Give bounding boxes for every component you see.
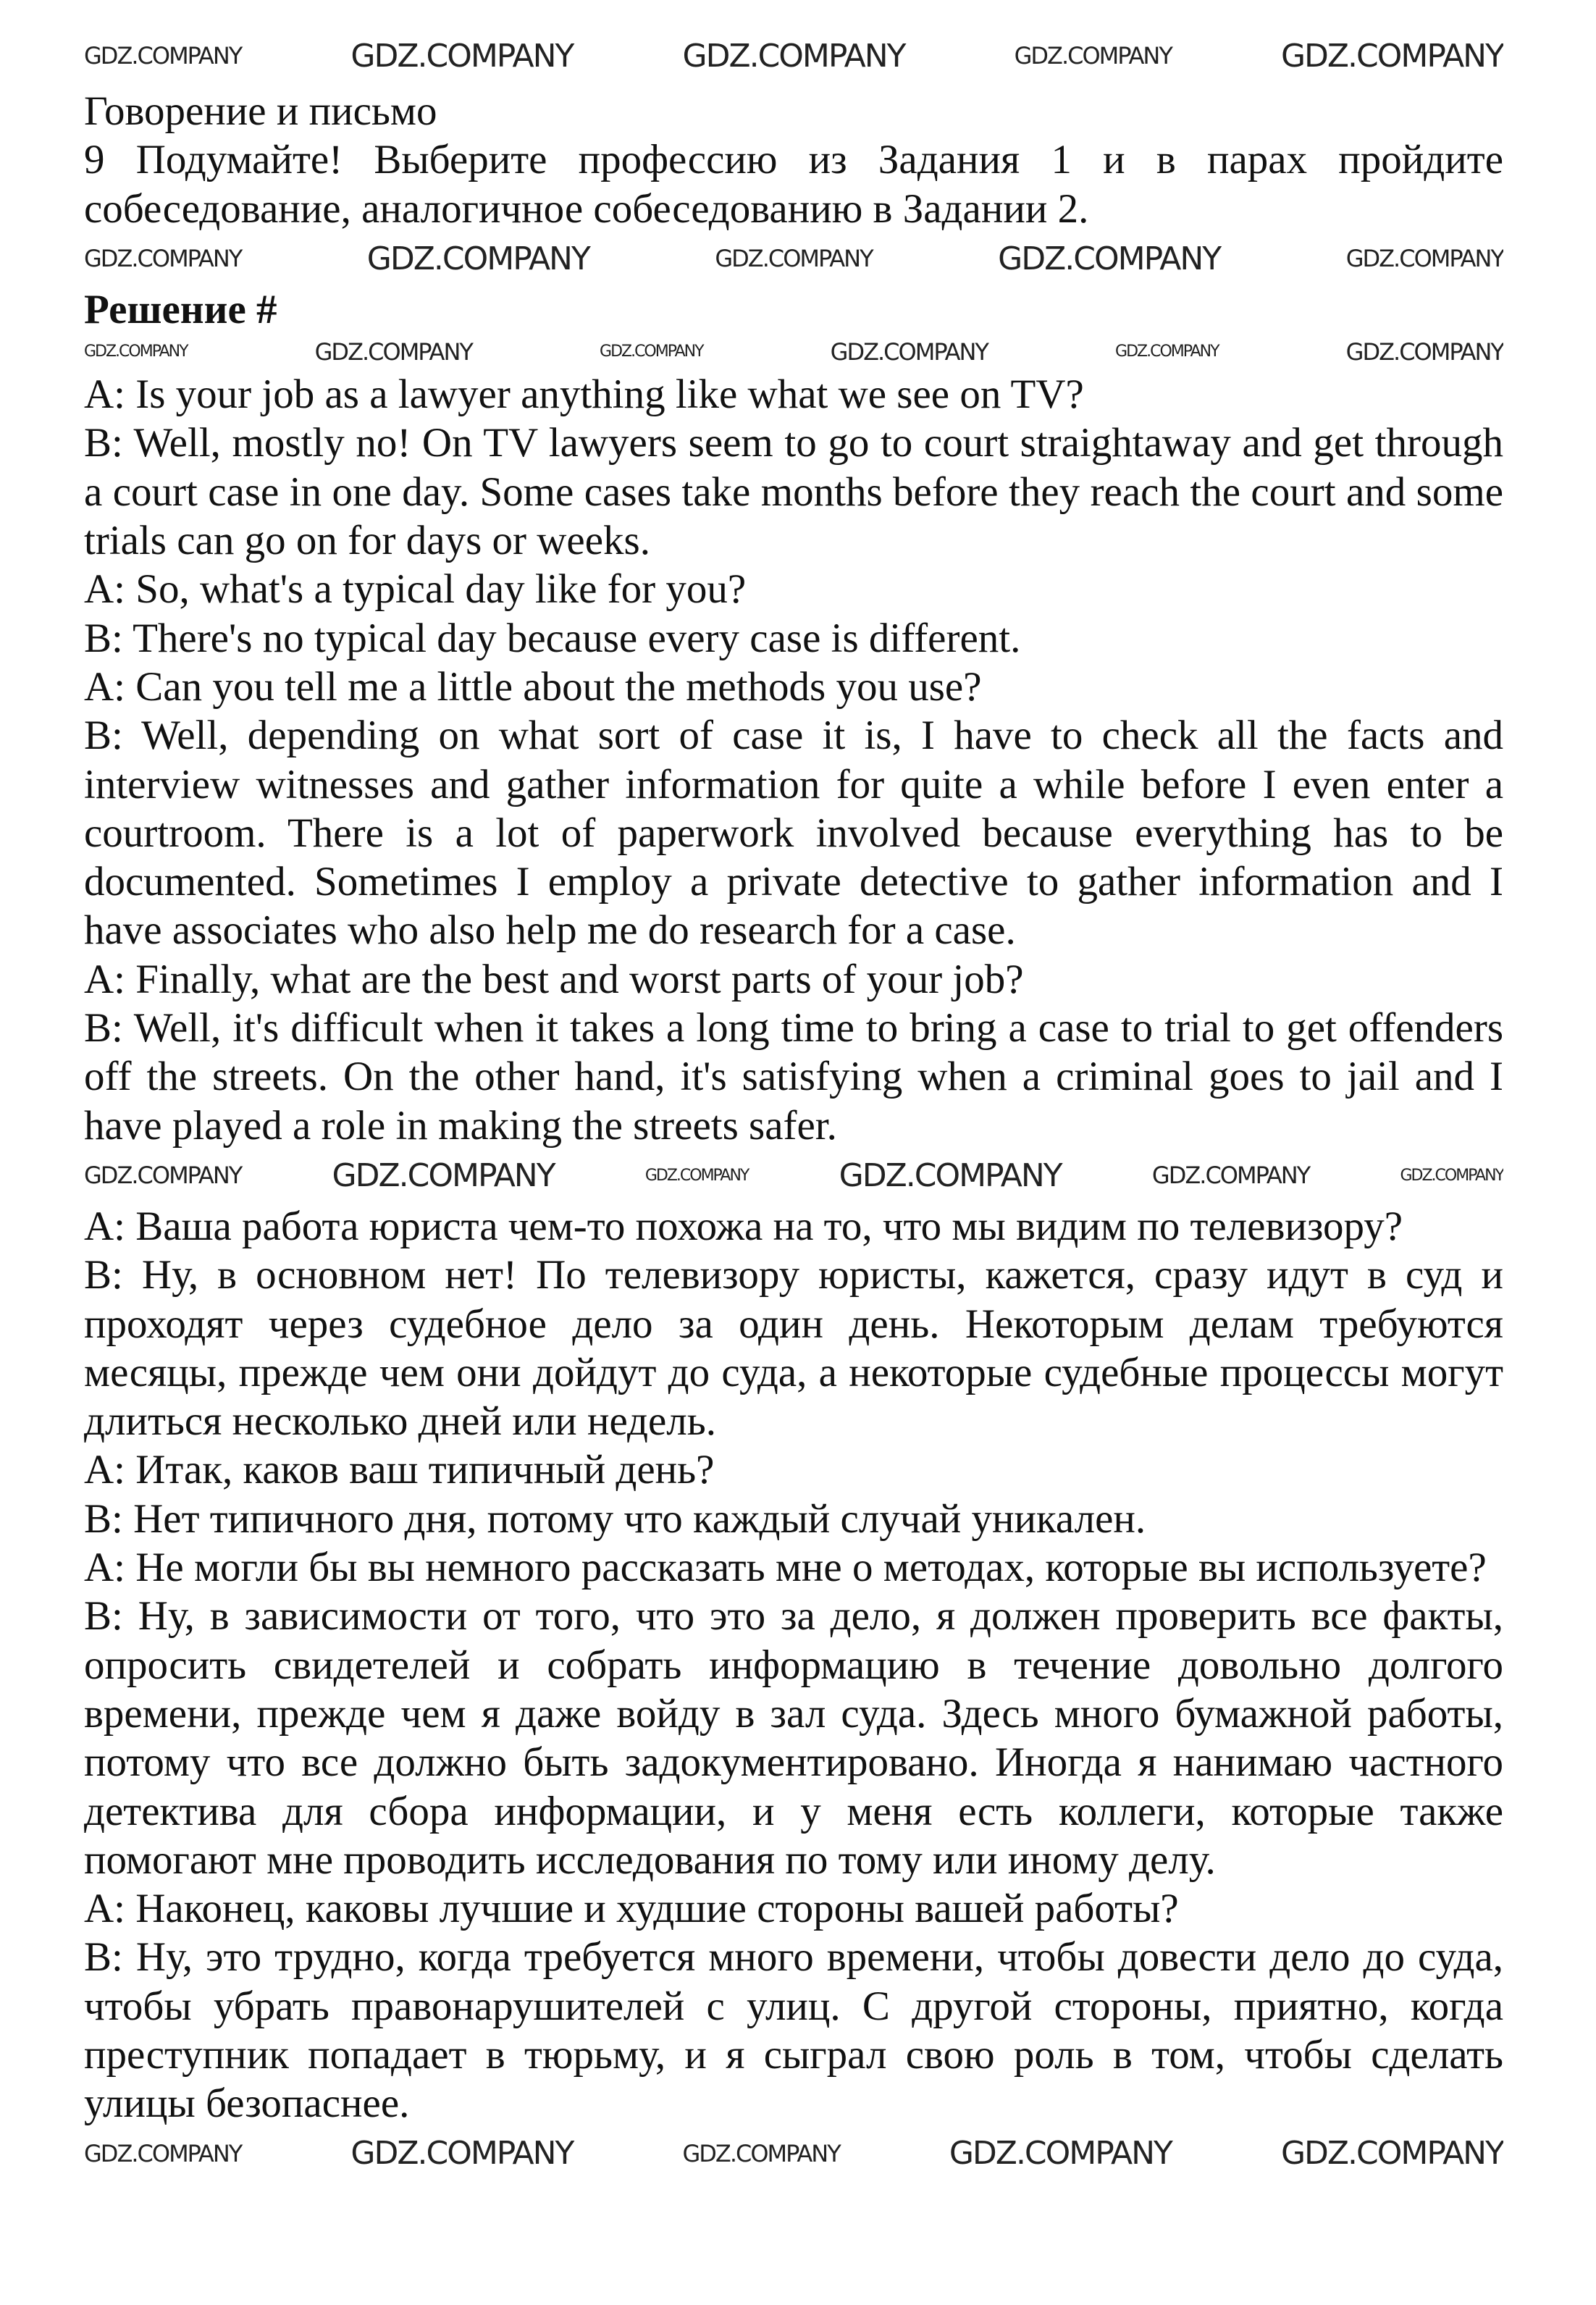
watermark: GDZ.COMPANY xyxy=(839,1156,1062,1194)
watermark: GDZ.COMPANY xyxy=(332,1156,555,1194)
watermark: GDZ.COMPANY xyxy=(366,240,589,277)
watermark: GDZ.COMPANY xyxy=(84,2139,242,2167)
watermark: GDZ.COMPANY xyxy=(830,337,988,366)
watermark: GDZ.COMPANY xyxy=(350,37,574,75)
watermark: GDZ.COMPANY xyxy=(600,343,703,361)
watermark: GDZ.COMPANY xyxy=(644,1166,749,1185)
watermark: GDZ.COMPANY xyxy=(314,337,472,366)
dialogue-line: B: Ну, в зависимости от того, что это за дело, я должен проверить все факты, опросить свидетелей и собрать информацию в течение довольно долгого времени, прежде чем я даже войду в зал суда. Здесь много бумажной работы, потому что все должно быть задокументировано. Иногда я нанимаю частного детектива для сбора информации, и у меня есть коллеги, которые также помогают мне проводить исследования по тому или иному делу. xyxy=(84,1593,1503,1883)
russian-dialogue xyxy=(84,1202,1503,2128)
dialogue-line: A: Ваша работа юриста чем-то похожа на то, что мы видим по телевизору? xyxy=(84,1203,1403,1249)
dialogue-line: A: Наконец, каковы лучшие и худшие стороны вашей работы? xyxy=(84,1886,1179,1932)
watermark-row xyxy=(84,26,1503,87)
watermark: GDZ.COMPANY xyxy=(1280,37,1503,75)
watermark: GDZ.COMPANY xyxy=(998,240,1221,277)
dialogue-line: A: Не могли бы вы немного рассказать мне о методах, которые вы используете? xyxy=(84,1545,1487,1591)
watermark: GDZ.COMPANY xyxy=(1345,337,1503,366)
watermark-row xyxy=(84,1150,1503,1202)
watermark: GDZ.COMPANY xyxy=(682,37,905,75)
watermark: GDZ.COMPANY xyxy=(1115,343,1219,361)
watermark: GDZ.COMPANY xyxy=(1014,42,1172,70)
dialogue-line: A: So, what's a typical day like for you? xyxy=(84,566,747,613)
solution-heading: Решение # xyxy=(84,286,277,332)
dialogue-line: B: There's no typical day because every case is different. xyxy=(84,615,1021,661)
dialogue-line: A: Can you tell me a little about the methods you use? xyxy=(84,663,982,710)
document-body xyxy=(84,0,1503,2180)
watermark-row xyxy=(84,2128,1503,2180)
dialogue-line: A: Is your job as a lawyer anything like what we see on TV? xyxy=(84,371,1084,418)
dialogue-line: B: Well, mostly no! On TV lawyers seem to go to court straightaway and get through a court case in one day. Some cases take months before they reach the court and some trials can go on for days or weeks. xyxy=(84,420,1503,564)
watermark: GDZ.COMPANY xyxy=(715,245,873,273)
dialogue-line: B: Well, it's difficult when it takes a long time to bring a case to trial to get offenders off the streets. On the other hand, it's satisfying when a criminal goes to jail and I have played a role in making the streets safer. xyxy=(84,1005,1503,1149)
watermark: GDZ.COMPANY xyxy=(682,2139,840,2167)
english-dialogue xyxy=(84,370,1503,1150)
dialogue-line: A: Finally, what are the best and worst parts of your job? xyxy=(84,956,1024,1002)
watermark: GDZ.COMPANY xyxy=(84,245,242,273)
watermark-row xyxy=(84,334,1503,370)
watermark: GDZ.COMPANY xyxy=(84,42,242,70)
watermark: GDZ.COMPANY xyxy=(1151,1162,1310,1190)
dialogue-line: A: Итак, каков ваш типичный день? xyxy=(84,1447,715,1493)
task-text: 9 Подумайте! Выберите профессию из Задания 1 и в парах пройдите собеседование, аналогичное собеседованию в Задании 2. xyxy=(84,137,1503,232)
watermark: GDZ.COMPANY xyxy=(84,1162,242,1190)
watermark: GDZ.COMPANY xyxy=(1400,1166,1503,1185)
watermark: GDZ.COMPANY xyxy=(350,2135,574,2172)
dialogue-line: B: Нет типичного дня, потому что каждый случай уникален. xyxy=(84,1495,1146,1542)
dialogue-line: B: Ну, в основном нет! По телевизору юристы, кажется, сразу идут в суд и проходят через судебное дело за один день. Некоторым делам требуются месяцы, прежде чем они дойдут до суда, а некоторые судебные процессы могут длиться несколько дней или недель. xyxy=(84,1252,1503,1445)
watermark: GDZ.COMPANY xyxy=(949,2135,1172,2172)
dialogue-line: B: Ну, это трудно, когда требуется много времени, чтобы довести дело до суда, чтобы убрать правонарушителей с улиц. С другой стороны, приятно, когда преступник попадает в тюрьму, и я сыграл свою роль в том, чтобы сделать улицы безопаснее. xyxy=(84,1934,1503,2127)
watermark: GDZ.COMPANY xyxy=(1280,2135,1503,2172)
watermark: GDZ.COMPANY xyxy=(84,343,188,361)
watermark: GDZ.COMPANY xyxy=(1345,245,1503,273)
section-title: Говорение и письмо xyxy=(84,88,437,134)
watermark-row xyxy=(84,233,1503,285)
dialogue-line: B: Well, depending on what sort of case it is, I have to check all the facts and interview witnesses and gather information for quite a while before I even enter a courtroom. There is a lot of paperwork involved because everything has to be documented. Sometimes I employ a private detective to gather information and I have associates who also help me do research for a case. xyxy=(84,713,1503,954)
